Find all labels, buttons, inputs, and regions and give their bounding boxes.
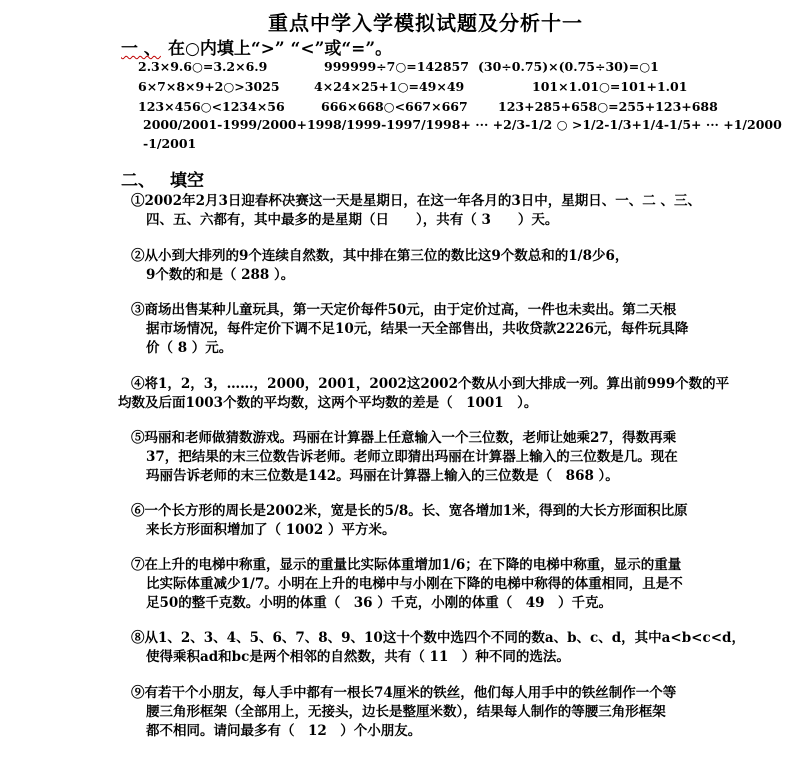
section1-number: 一 、 xyxy=(121,39,161,59)
compare-item: 123×456○<1234×56 xyxy=(138,99,285,114)
problem-line: 均数及后面1003个数的平均数，这两个平均数的差是（ 1001 ）。 xyxy=(118,395,538,411)
compare-item: 123+285+658○=255+123+688 xyxy=(498,99,718,114)
problem-line: ④将1，2，3，……，2000，2001，2002这2002个数从小到大排成一列。算出前999个数的平 xyxy=(131,376,730,392)
problem-line: ②从小到大排列的9个连续自然数，其中排在第三位的数比这9个数总和的1/8少6， xyxy=(131,248,629,264)
compare-item: 999999÷7○=142857 xyxy=(324,59,469,74)
problem-line: 腰三角形框架（全部用上，无接头，边长是整厘米数），结果每人制作的等腰三角形框架 xyxy=(146,704,666,720)
problem-line: 据市场情况，每件定价下调不足10元，结果一天全部售出，共收贷款2226元，每件玩具降 xyxy=(146,321,689,337)
compare-item: 666×668○<667×667 xyxy=(321,99,468,114)
compare-item: (30÷0.75)×(0.75÷30)=○1 xyxy=(478,59,659,74)
problem-line: ⑨有若干个小朋友，每人手中都有一根长74厘米的铁丝，他们每人用手中的铁丝制作一个等 xyxy=(131,685,677,701)
problem-line: 四、五、六都有，其中最多的是星期（日 ），共有（ 3 ）天。 xyxy=(146,212,559,228)
problem-line: ③商场出售某种儿童玩具，第一天定价每件50元，由于定价过高，一件也未卖出。第二天根 xyxy=(131,302,677,318)
section1-heading: 在○内填上“>” “<”或“=”。 xyxy=(168,39,393,59)
compare-long-line: 2000/2001-1999/2000+1998/1999-1997/1998+ ··· +2/3-1/2 ○ >1/2-1/3+1/4-1/5+ ··· +1/2000 xyxy=(143,117,782,132)
problem-line: 9个数的和是（ 288 ）。 xyxy=(146,267,295,283)
page-title: 重点中学入学模拟试题及分析十一 xyxy=(268,11,583,35)
compare-item: 101×1.01○=101+1.01 xyxy=(532,79,688,94)
section2-heading: 填空 xyxy=(170,171,204,191)
problem-line: ⑥一个长方形的周长是2002米，宽是长的5/8。长、宽各增加1米，得到的大长方形面积比原 xyxy=(131,503,688,519)
compare-item: 2.3×9.6○=3.2×6.9 xyxy=(138,59,268,74)
compare-long-line-continued: -1/2001 xyxy=(143,136,197,151)
problem-line: 玛丽告诉老师的末三位数是142。玛丽在计算器上输入的三位数是（ 868 ）。 xyxy=(146,468,619,484)
problem-line: ⑦在上升的电梯中称重，显示的重量比实际体重增加1/6；在下降的电梯中称重，显示的重量 xyxy=(131,557,682,573)
problem-line: 37，把结果的末三位数告诉老师。老师立即猜出玛丽在计算器上输入的三位数是几。现在 xyxy=(146,449,678,465)
problem-line: ⑤玛丽和老师做猜数游戏。玛丽在计算器上任意输入一个三位数，老师让她乘27，得数再乘 xyxy=(131,430,677,446)
problem-line: ①2002年2月3日迎春杯决赛这一天是星期日，在这一年各月的3日中，星期日、一、二 、三、 xyxy=(131,193,701,209)
problem-line: 使得乘积ad和bc是两个相邻的自然数，共有（ 11 ）种不同的选法。 xyxy=(146,649,570,665)
compare-item: 6×7×8×9+2○>3025 xyxy=(138,79,280,94)
compare-item: 4×24×25+1○=49×49 xyxy=(314,79,465,94)
section2-number: 二、 xyxy=(121,171,155,191)
problem-line: 价（ 8 ）元。 xyxy=(146,340,233,356)
problem-line: 来长方形面积增加了（ 1002 ）平方米。 xyxy=(146,522,396,538)
problem-line: 比实际体重减少1/7。小明在上升的电梯中与小刚在下降的电梯中称得的体重相同，且是不 xyxy=(146,576,683,592)
problem-line: 足50的整千克数。小明的体重（ 36 ）千克，小刚的体重（ 49 ）千克。 xyxy=(146,595,613,611)
problem-line: ⑧从1、2、3、4、5、6、7、8、9、10这十个数中选四个不同的数a、b、c、d，其中a<b<c<d， xyxy=(131,630,745,646)
problem-line: 都不相同。请问最多有（ 12 ）个小朋友。 xyxy=(146,723,422,739)
